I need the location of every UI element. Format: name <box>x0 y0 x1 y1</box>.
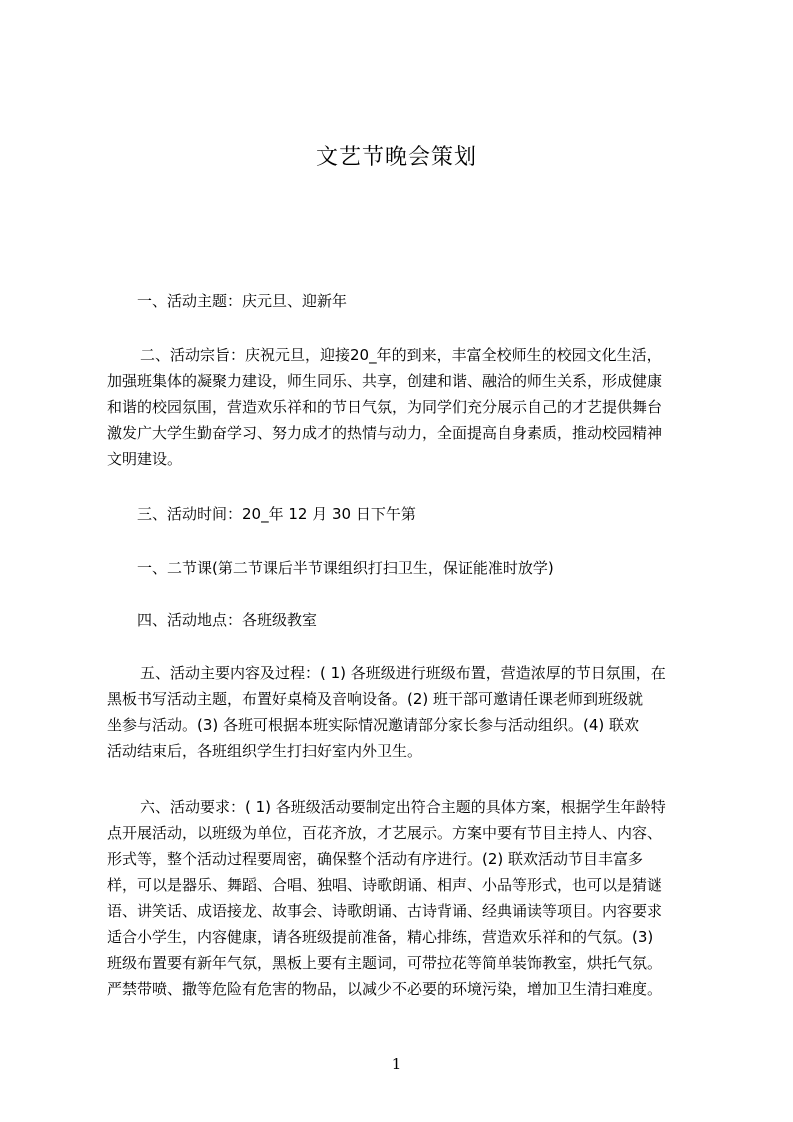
section-period: 一、二节课(第二节课后半节课组织打扫卫生，保证能准时放学) <box>137 559 554 577</box>
requirements-line: 形式等，整个活动过程要周密，确保整个活动有序进行。(2) 联欢活动节目丰富多 <box>107 850 644 868</box>
requirements-line: 六、活动要求：( 1) 各班级活动要制定出符合主题的具体方案，根据学生年龄特 <box>140 798 666 816</box>
requirements-line: 点开展活动，以班级为单位，百花齐放，才艺展示。方案中要有节目主持人、内容、 <box>107 824 663 842</box>
requirements-line: 样，可以是器乐、舞蹈、合唱、独唱、诗歌朗诵、相声、小品等形式，也可以是猜谜 <box>107 876 663 894</box>
content-line: 五、活动主要内容及过程：( 1) 各班级进行班级布置，营造浓厚的节日氛围，在 <box>140 664 666 682</box>
requirements-line: 适合小学生，内容健康，请各班级提前准备，精心排练，营造欢乐祥和的气氛。(3) <box>107 928 654 946</box>
section-purpose <box>107 342 662 472</box>
section-theme: 一、活动主题：庆元旦、迎新年 <box>137 292 348 310</box>
purpose-line: 和谐的校园氛围，营造欢乐祥和的节日气氛，为同学们充分展示自己的才艺提供舞台 <box>107 398 663 416</box>
purpose-line: 二、活动宗旨：庆祝元旦，迎接20_年的到来，丰富全校师生的校园文化生活， <box>140 346 662 364</box>
purpose-line: 文明建设。 <box>107 450 183 468</box>
requirements-line: 班级布置要有新年气氛，黑板上要有主题词，可带拉花等简单装饰教室，烘托气氛。 <box>107 954 663 972</box>
content-line: 黑板书写活动主题，布置好桌椅及音响设备。(2) 班干部可邀请任课老师到班级就 <box>107 690 644 708</box>
purpose-line: 激发广大学生勤奋学习、努力成才的热情与动力，全面提高自身素质，推动校园精神 <box>107 424 663 442</box>
requirements-line: 严禁带喷、撒等危险有危害的物品，以减少不必要的环境污染，增加卫生清扫难度。 <box>107 980 663 998</box>
document-title: 文艺节晚会策划 <box>315 145 477 170</box>
section-time: 三、活动时间：20_年 12 月 30 日下午第 <box>137 505 416 523</box>
section-location: 四、活动地点：各班级教室 <box>137 611 318 629</box>
requirements-line: 语、讲笑话、成语接龙、故事会、诗歌朗诵、古诗背诵、经典诵读等项目。内容要求 <box>107 902 663 920</box>
content-line: 坐参与活动。(3) 各班可根据本班实际情况邀请部分家长参与活动组织。(4) 联欢 <box>107 716 640 734</box>
content-line: 活动结束后，各班组织学生打扫好室内外卫生。 <box>107 742 423 760</box>
purpose-line: 加强班集体的凝聚力建设，师生同乐、共享，创建和谐、融洽的师生关系，形成健康 <box>107 372 663 390</box>
page-number: 1 <box>391 1055 402 1073</box>
section-requirements <box>107 794 666 1002</box>
section-content <box>107 660 666 764</box>
